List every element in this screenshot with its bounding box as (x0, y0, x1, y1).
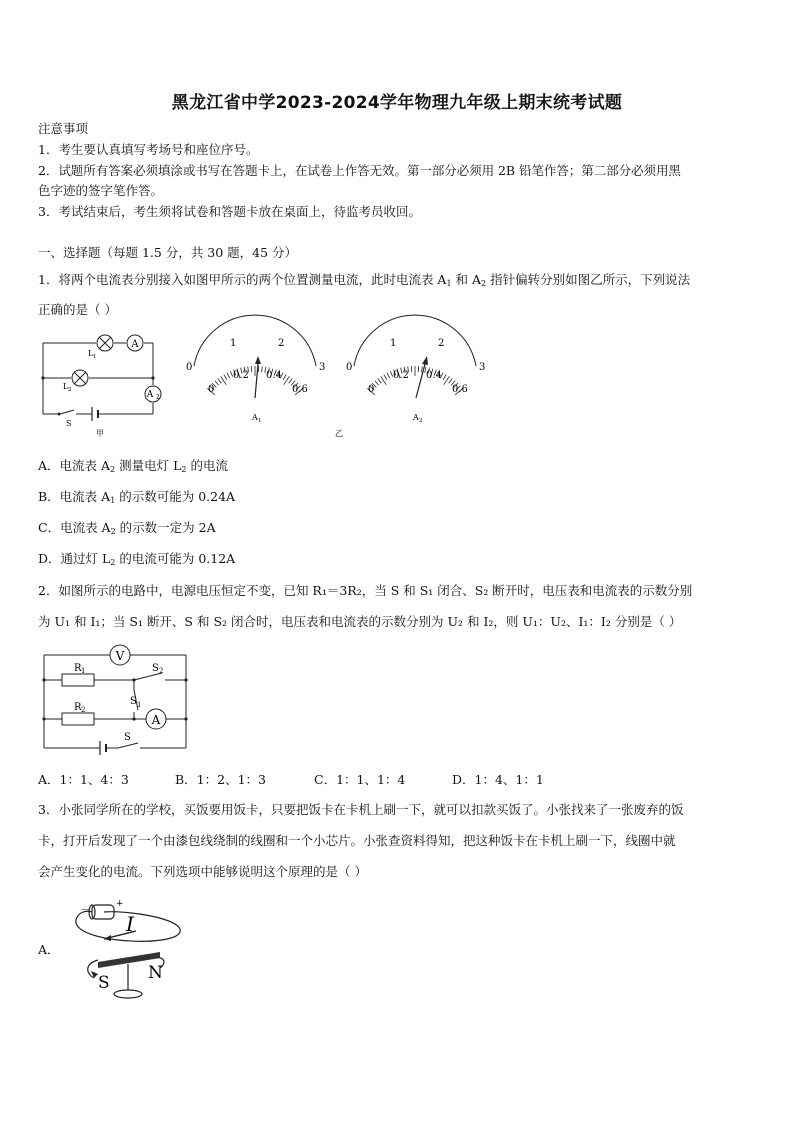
r1-label: R (74, 663, 82, 674)
pole-s-label: S (98, 973, 110, 993)
ammeter-a2-sub: 2 (156, 394, 160, 401)
meter-tick (387, 373, 390, 378)
meter2-needle (416, 364, 425, 398)
switch-s-label: S (66, 419, 72, 428)
page-title: 黑龙江省中学2023-2024学年物理九年级上期末统考试题 (171, 93, 623, 113)
meter-tick (227, 373, 230, 378)
meter1-top-0: 0 (186, 362, 193, 373)
meter1-needle (255, 364, 258, 398)
meter1-top-3: 3 (319, 362, 326, 373)
meter1-bot-3: 0.6 (292, 384, 308, 395)
meter2-bot-0: 0 (368, 384, 375, 395)
current-i-label: I (126, 912, 134, 936)
meter2-top-1: 1 (390, 338, 397, 349)
q1-option-c[interactable]: C．电流表 $A_2$ 的示数一定为 2A (38, 520, 216, 536)
s1-sub: 1 (137, 701, 142, 709)
r1-sub: 1 (81, 667, 86, 675)
q2-option-a[interactable]: A．1：1、4：3 (38, 772, 129, 787)
meter1-bot-1: 0.2 (233, 370, 249, 381)
meter-tick (443, 374, 446, 379)
ammeter-label: A (151, 713, 161, 727)
meter2-top-2: 2 (438, 338, 445, 349)
ammeter-a-label: A (131, 339, 139, 350)
voltmeter-label: V (115, 649, 125, 663)
q3-stem: 3．小张同学所在的学校，买饭要用饭卡，只要把饭卡在卡机上刷一下，就可以扣款买饭了。小张找来了一张废弃的饭 (38, 802, 684, 817)
meter-tick (289, 378, 293, 383)
meter2-top-3: 3 (479, 362, 486, 373)
s2-label: S (152, 663, 159, 674)
s2-sub: 2 (159, 667, 164, 675)
lamp-l1-label: L (88, 349, 94, 358)
notice-item-2-cont: 色字迹的签字笔作答。 (38, 183, 164, 198)
q2-circuit-figure (38, 640, 193, 755)
meter-tick (218, 378, 222, 383)
q1-option-d[interactable]: D．通过灯 $L_2$ 的电流可能为 0.12A (38, 551, 236, 567)
meter-tick (378, 378, 382, 383)
q1-stem-cont: 正确的是（ ） (38, 302, 117, 317)
plus-sign: + (116, 899, 124, 909)
figure-yi-label: 乙 (335, 429, 343, 438)
notice-item-1: 1．考生要认真填写考场号和座位序号。 (38, 142, 259, 157)
meter1-sub: 1 (258, 418, 262, 424)
meter2-label: A (413, 413, 419, 422)
minus-sign: － (80, 903, 91, 916)
meter2-top-0: 0 (346, 362, 353, 373)
q3-option-a-label[interactable]: A． (38, 942, 60, 957)
q1-circuit-figure (36, 326, 171, 436)
q3-stem-cont-1: 卡，打开后发现了一个由漆包线绕制的线圈和一个小芯片。小张查资料得知，把这种饭卡在卡机上刷一下，线圈中就 (38, 833, 676, 848)
q2-stem-cont: 为 U₁ 和 I₁；当 S₁ 断开、S 和 S₂ 闭合时，电压表和电流表的示数分别为 U₂ 和 I₂，则 U₁：U₂、I₁：I₂ 分别是（ ） (38, 614, 682, 629)
meter-tick (384, 374, 387, 379)
q2-stem: 2．如图所示的电路中，电源电压恒定不变，已知 R₁＝3R₂，当 S 和 S₁ 闭合、S₂ 断开时，电压表和电流表的示数分别 (38, 583, 693, 598)
q1-option-b[interactable]: B．电流表 $A_1$ 的示数可能为 0.24A (38, 489, 236, 505)
meter1-bot-2: 0.4 (266, 370, 282, 381)
q2-option-d[interactable]: D．1：4、1：1 (452, 772, 544, 787)
q3-stem-cont-2: 会产生变化的电流。下列选项中能够说明这个原理的是（ ） (38, 864, 367, 879)
r2-label: R (74, 702, 82, 713)
lamp-l2-sub: 2 (68, 387, 72, 393)
q1-meter-a1 (180, 326, 330, 426)
meter-tick (215, 381, 219, 386)
q1-option-a[interactable]: A．电流表 $A_2$ 测量电灯 $L_2$ 的电流 (38, 458, 228, 474)
q3-option-a-figure (64, 898, 189, 1008)
meter-tick (224, 374, 227, 379)
meter1-top-1: 1 (230, 338, 237, 349)
s-label: S (124, 732, 131, 743)
section-heading: 一、选择题（每题 1.5 分，共 30 题，45 分） (38, 245, 298, 260)
lamp-l1-sub: 1 (93, 354, 97, 360)
meter2-sub: 2 (419, 418, 423, 424)
ammeter-a2-label: A (146, 390, 154, 400)
meter2-bot-2: 0.4 (426, 370, 442, 381)
meter-tick (262, 366, 263, 372)
q2-option-b[interactable]: B．1：2、1：3 (175, 772, 266, 787)
r2-sub: 2 (81, 706, 86, 714)
notice-heading: 注意事项 (38, 121, 89, 136)
meter-tick (449, 378, 453, 383)
q2-option-c[interactable]: C．1：1、1：4 (314, 772, 406, 787)
meter2-bot-1: 0.2 (393, 370, 409, 381)
meter-tick (375, 381, 379, 386)
meter2-bot-3: 0.6 (452, 384, 468, 395)
meter1-top-2: 2 (278, 338, 285, 349)
lamp-l2-label: L (63, 382, 69, 391)
q1-meter-a2 (335, 326, 490, 438)
meter-tick (283, 374, 286, 379)
meter-tick (422, 366, 423, 372)
meter1-bot-0: 0 (208, 384, 215, 395)
pole-n-label: N (148, 963, 163, 983)
figure-jia-label: 甲 (96, 429, 104, 438)
s1-label: S (130, 696, 137, 707)
q1-stem: 1．将两个电流表分别接入如图甲所示的两个位置测量电流，此时电流表 $A_1$ 和 $A_2$ 指针偏转分别如图乙所示，下列说法 (38, 272, 691, 288)
notice-item-3: 3．考试结束后，考生须将试卷和答题卡放在桌面上，待监考员收回。 (38, 204, 421, 219)
meter1-label: A (252, 413, 258, 422)
notice-item-2: 2．试题所有答案必须填涂或书写在答题卡上，在试卷上作答无效。第一部分必须用 2B 铅笔作答；第二部分必须用黑 (38, 163, 681, 178)
